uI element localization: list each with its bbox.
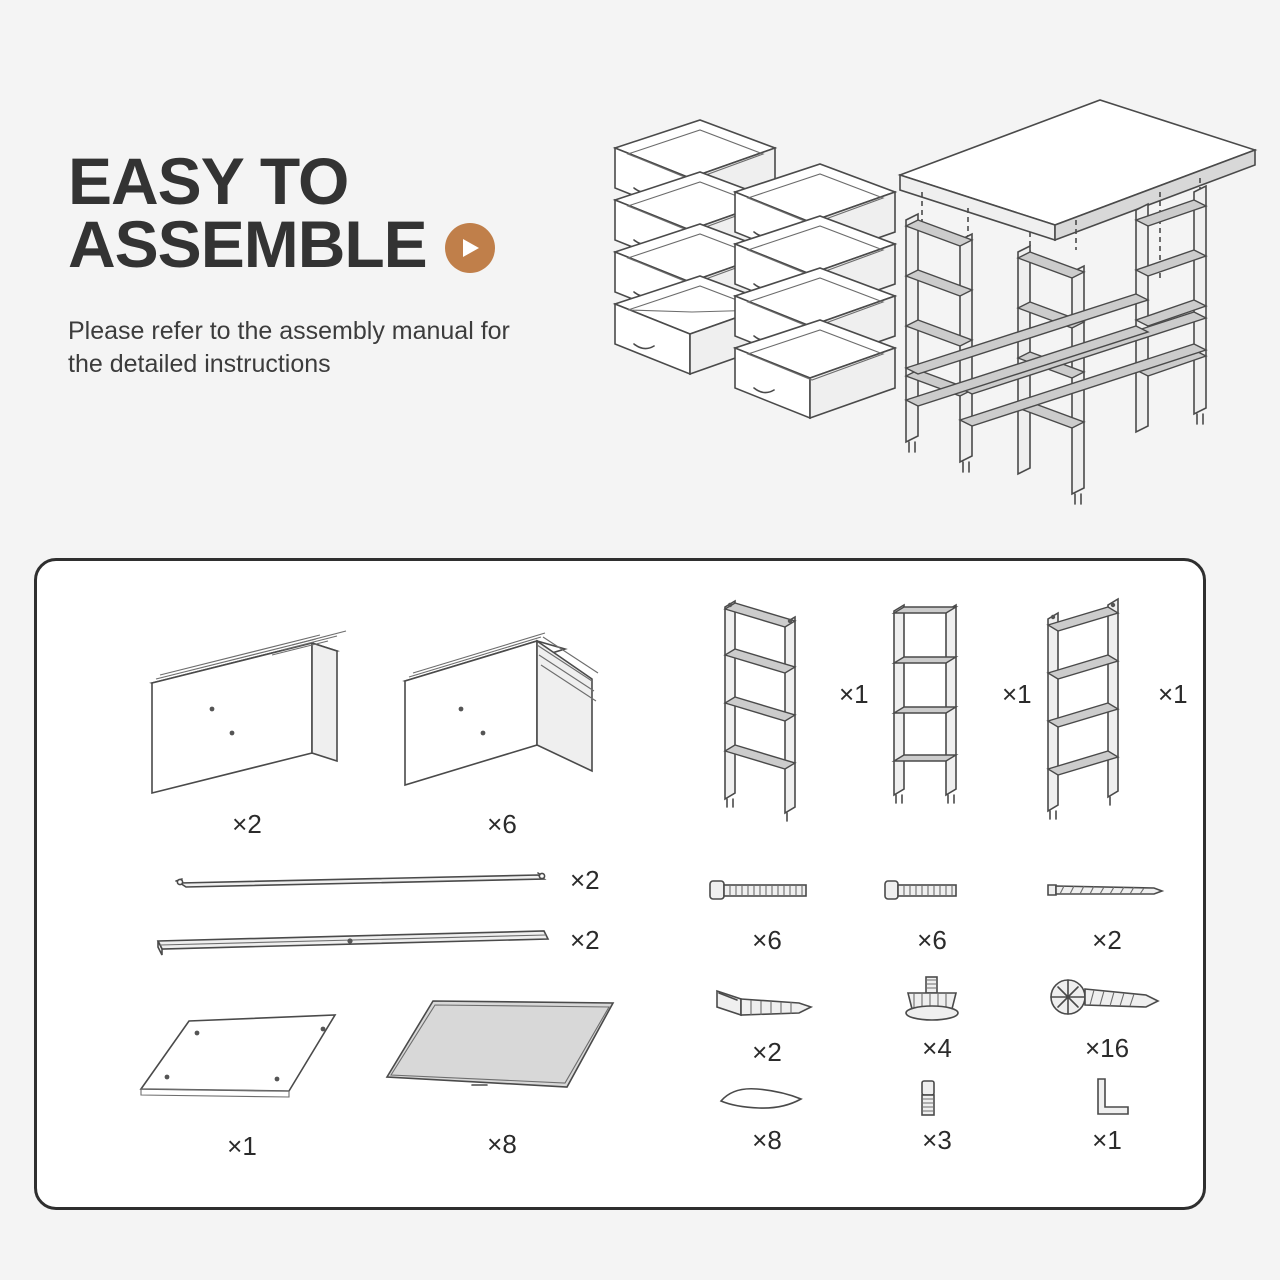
part-side-panel-large [132,593,362,843]
qty-frame-side-right: ×1 [1158,679,1188,709]
part-hex-bolt-short [877,873,1032,963]
part-frame-side-center [872,593,1032,823]
qty-fabric-drawer-sheet: ×8 [487,1129,517,1159]
part-fabric-drawer-sheet [377,983,627,1173]
part-frame-side-left [707,593,867,823]
headline-block [68,144,588,381]
part-thin-support-rod [172,863,642,913]
title-line-2-row [68,207,588,282]
parts-right-column [697,583,1187,1193]
qty-divider-panel-set: ×6 [487,809,517,839]
qty-phillips-screw-flat: ×16 [1084,1033,1130,1063]
part-allen-wrench [1042,1077,1192,1163]
qty-hex-bolt-short: ×6 [917,925,947,955]
qty-frame-side-center: ×1 [1002,679,1032,709]
qty-wall-anchor: ×2 [752,1037,782,1067]
subtitle-text: Please refer to the assembly manual for the detailed instructions [68,316,510,378]
parts-left-column [77,583,677,1193]
qty-frame-side-left: ×1 [839,679,869,709]
qty-thin-support-rod: ×2 [570,865,600,895]
hero-illustration [600,80,1260,510]
page-title [68,144,588,282]
part-hex-bolt-long [702,873,857,963]
title-line-2: ASSEMBLE [68,207,427,282]
qty-side-panel-large: ×2 [232,809,262,839]
part-wood-screw-tapered [1042,873,1197,963]
part-bottom-base-panel [127,993,357,1173]
qty-long-support-bar: ×2 [570,925,600,955]
part-plastic-clip [707,1083,857,1163]
part-phillips-screw-flat [1042,975,1192,1071]
drawer-group-right [735,164,895,418]
play-triangle-icon[interactable] [445,223,495,273]
parts-list-panel [34,558,1206,1210]
part-frame-side-right [1032,593,1192,823]
part-adjustable-foot [882,975,1032,1071]
qty-allen-wrench: ×1 [1092,1125,1122,1155]
qty-adjustable-foot: ×4 [922,1033,952,1063]
qty-hex-bolt-long: ×6 [752,925,782,955]
qty-plastic-clip: ×8 [752,1125,782,1155]
part-small-bolt [882,1077,1032,1163]
qty-bottom-base-panel: ×1 [227,1131,257,1161]
part-long-support-bar [152,923,642,973]
qty-wood-screw-tapered: ×2 [1092,925,1122,955]
qty-small-bolt: ×3 [922,1125,952,1155]
title-line-1: EASY TO [68,144,349,218]
part-divider-panel-set [387,593,617,843]
part-wall-anchor [707,981,857,1071]
